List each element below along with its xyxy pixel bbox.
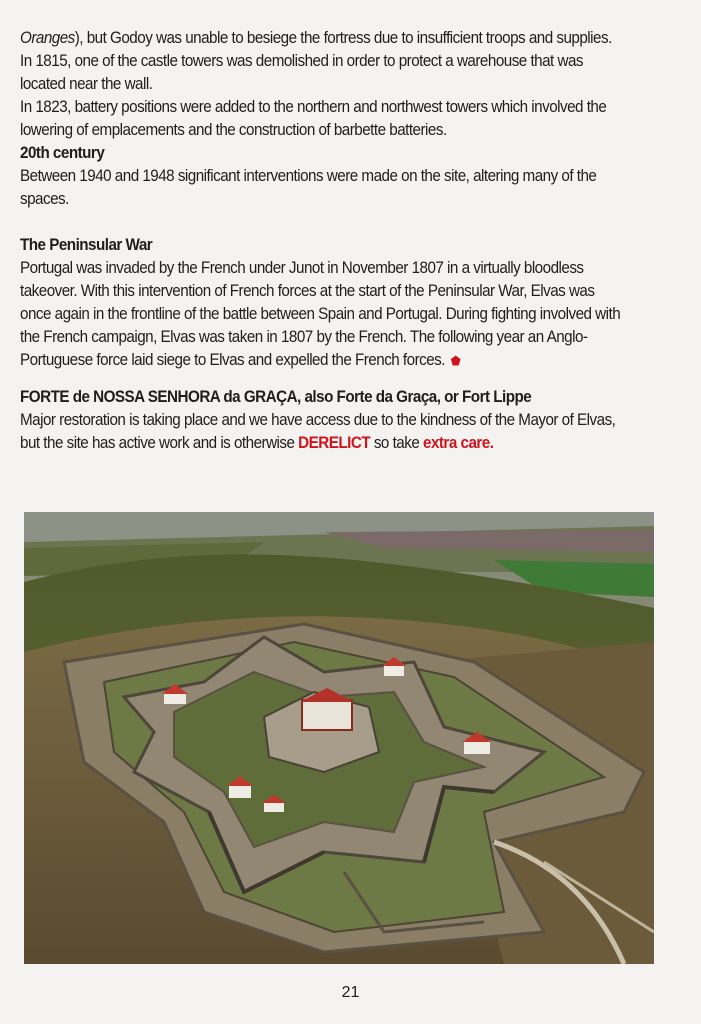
extra-care-warning: extra care. [422,434,494,452]
paragraph-20th-century: Between 1940 and 1948 significant interventions were made on the site, altering many of the spaces. [20,167,597,208]
forte-text-middle: so take [370,434,423,452]
spacer [20,372,622,386]
derelict-warning: DERELICT [298,434,371,452]
paragraph-1823: In 1823, battery positions were added to the northern and northwest towers which involved the lowering of emplacements and the construction of barbette batteries. [20,98,607,139]
red-pentagon-bullet-icon [451,355,461,366]
paragraph-forte-graca [20,409,622,455]
page-number: 21 [341,984,360,1001]
intro-text: ), but Godoy was unable to besiege the fortress due to insufficient troops and supplies. [74,29,612,47]
paragraph-1815: In 1815, one of the castle towers was demolished in order to protect a warehouse that was located near the wall. [20,52,584,93]
heading-20th-century: 20th century [20,144,105,162]
fort-aerial-illustration [24,512,654,964]
italic-word: Oranges [20,29,75,47]
heading-peninsular-war: The Peninsular War [20,236,153,254]
peninsular-text: Portugal was invaded by the French under Junot in November 1807 in a virtually bloodless takeover. With this intervention of French forces at the start of the Peninsular War, Elvas was once again in the frontline of the battle between Spain and Portugal. During fighting involved with the French campaign, Elvas was taken in 1807 by the French. The following year an Anglo-Portuguese force laid siege to Elvas and expelled the French forces. [20,259,621,369]
intro-paragraph [20,27,622,50]
spacer [20,211,622,234]
heading-forte-graca: FORTE de NOSSA SENHORA da GRAÇA, also Forte da Graça, or Fort Lippe [20,388,532,406]
forte-text: Major restoration is taking place and we have access due to the kindness of the Mayor of Elvas, but the site has active work and is otherwise [20,411,616,452]
paragraph-peninsular-war [20,257,622,372]
text-column [20,27,622,455]
aerial-photo-fort [24,512,654,964]
